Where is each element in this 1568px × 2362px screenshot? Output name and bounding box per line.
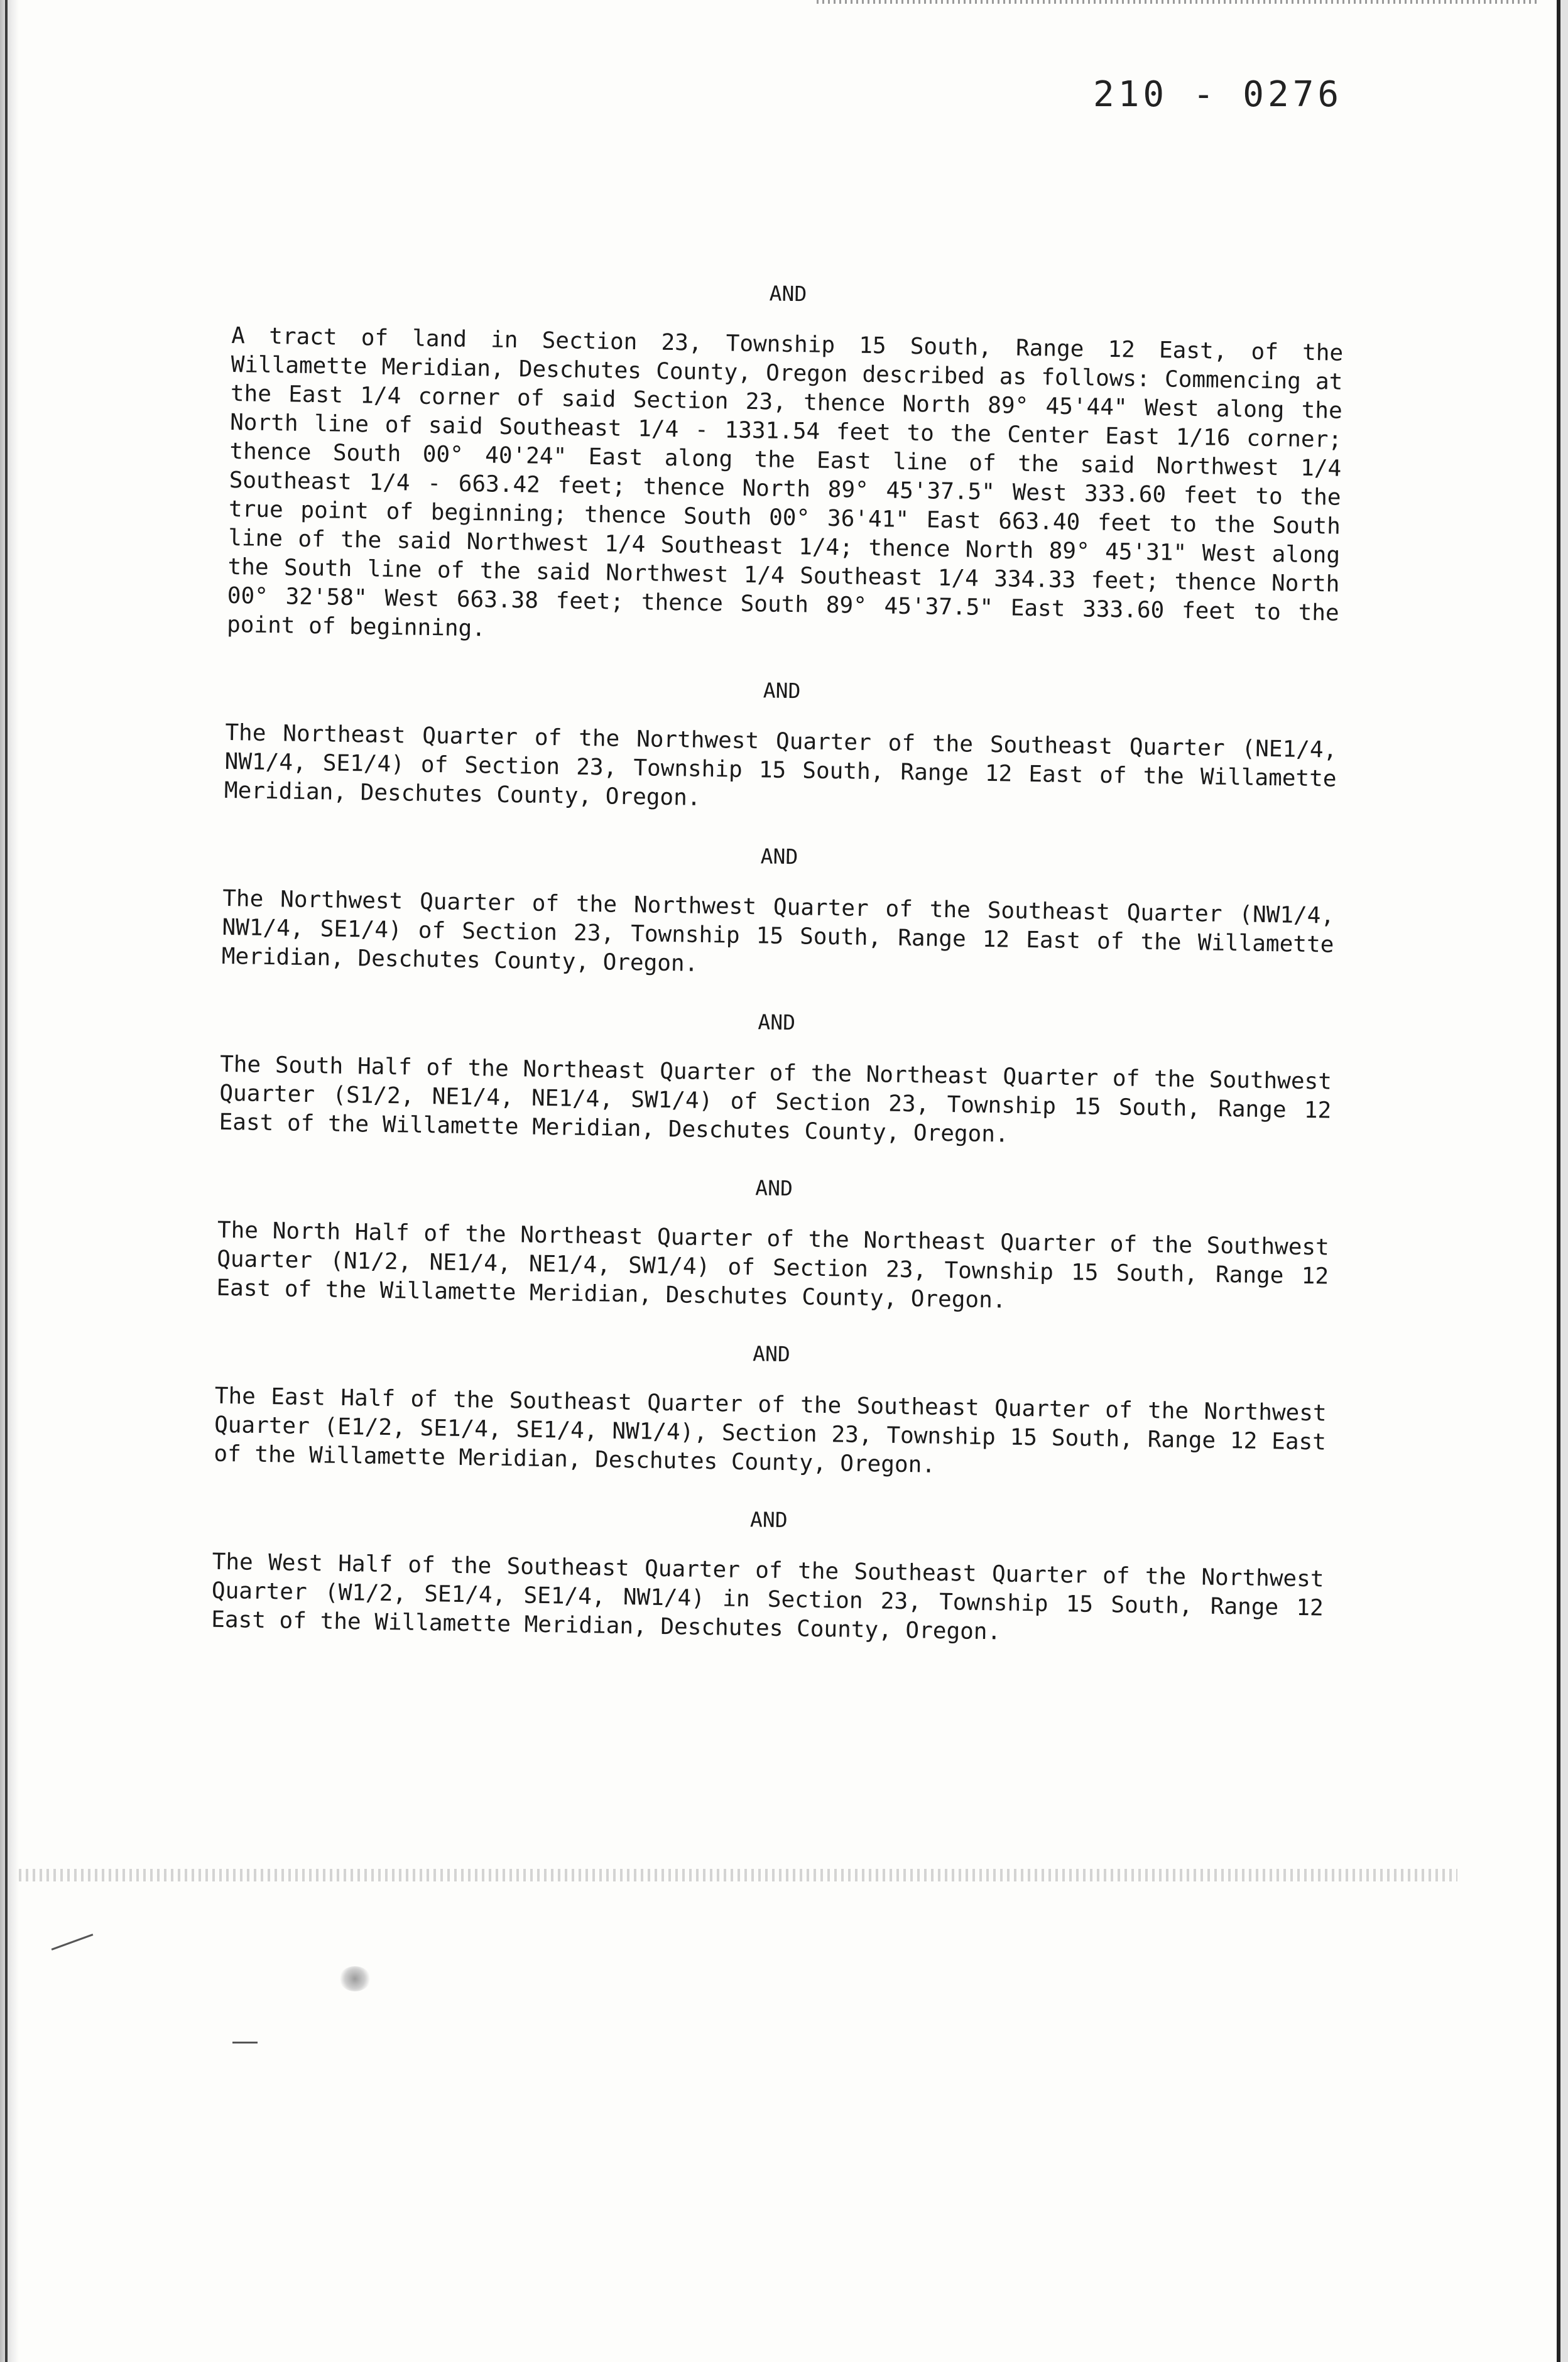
tract-paragraph: The West Half of the Southeast Quarter of the Southeast Quarter of the Northwest Quarter (W1/2, SE1/4, SE1/4, NW1/4) in Section 23, Township 15 South, Range 12 East of the Willamette Meridian, Deschutes County, Oregon. <box>210 1548 1324 1645</box>
document-number: 210 - 0276 <box>1093 74 1343 115</box>
scan-top-speckle <box>817 0 1539 4</box>
tract-paragraph: The North Half of the Northeast Quarter of the Northeast Quarter of the Southwest Quarter (N1/2, NE1/4, NE1/4, SW1/4) of Section 23, Township 15 South, Range 12 East of the Willamette Meridian, Deschutes County, Oregon. <box>216 1217 1330 1314</box>
scan-fold-band <box>19 1869 1457 1881</box>
scan-left-border-line <box>5 0 8 2362</box>
and-separator: AND <box>760 844 798 869</box>
and-separator: AND <box>752 1341 791 1367</box>
tract-paragraph: A tract of land in Section 23, Township 15 South, Range 12 East, of the Willamette Meridian, Deschutes County, Oregon described as follows: Commencing at the East 1/4 corner of said Section 23, thence North 89° 45'44" West along the North line of said Southeast 1/4 - 1331.54 feet to the Center East 1/16 corner; thence South 00° 40'24" East along the East line of the said Northwest 1/4 Southeast 1/4 - 663.42 feet; thence North 89° 45'37.5" West 333.60 feet to the true point of beginning; thence South 00° 36'41" East 663.40 feet to the South line of the said Northwest 1/4 Southeast 1/4; thence North 89° 45'31" West along the South line of the said Northwest 1/4 Southeast 1/4 334.33 feet; thence North 00° 32'58" West 663.38 feet; thence South 89° 45'37.5" East 333.60 feet to the point of beginning. <box>226 322 1344 642</box>
and-separator: AND <box>749 1507 788 1533</box>
scan-right-border-line <box>1557 0 1560 2362</box>
scan-mark <box>232 2042 258 2044</box>
and-separator: AND <box>763 678 801 704</box>
scan-right-edge <box>1560 0 1568 2362</box>
scan-smudge <box>339 1966 371 1991</box>
tract-paragraph: The East Half of the Southeast Quarter of the Southeast Quarter of the Northwest Quarter (E1/2, SE1/4, SE1/4, NW1/4), Section 23, Township 15 South, Range 12 East of the Willamette Meridian, Deschutes County, Oregon. <box>214 1383 1327 1478</box>
tract-paragraph: The Northeast Quarter of the Northwest Quarter of the Southeast Quarter (NE1/4, NW1/4, SE1/4) of Section 23, Township 15 South, Range 12 East of the Willamette Meridian, Deschutes County, Oregon. <box>224 719 1337 811</box>
and-separator: AND <box>755 1175 793 1201</box>
tract-paragraph: The Northwest Quarter of the Northwest Quarter of the Southeast Quarter (NW1/4, NW1/4, SE1/4) of Section 23, Township 15 South, Range 12 East of the Willamette Meridian, Deschutes County, Oregon. <box>221 885 1335 977</box>
and-separator: AND <box>758 1010 796 1035</box>
tract-paragraph: The South Half of the Northeast Quarter of the Northeast Quarter of the Southwest Quarter (S1/2, NE1/4, NE1/4, SW1/4) of Section 23, Township 15 South, Range 12 East of the Willamette Meridian, Deschutes County, Oregon. <box>219 1051 1332 1148</box>
legal-description <box>210 270 1344 1680</box>
and-separator: AND <box>769 281 807 307</box>
scan-mark <box>52 1934 94 1951</box>
scan-left-edge <box>0 0 19 2362</box>
